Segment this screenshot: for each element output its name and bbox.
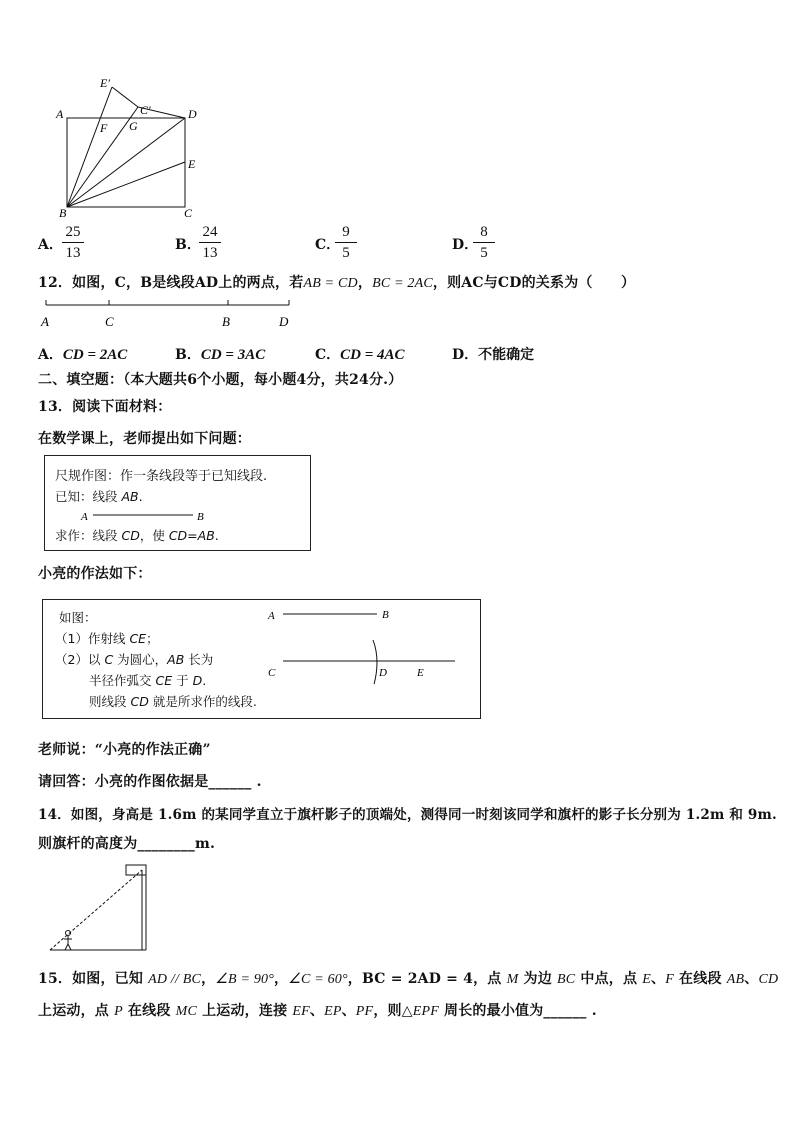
option-text: CD = 4AC: [340, 347, 405, 363]
text: 、: [744, 971, 759, 987]
segment-BE: [67, 162, 185, 207]
fraction-denominator: 5: [342, 245, 350, 261]
option-text: 不能确定: [478, 347, 535, 363]
label-A: A: [41, 314, 49, 329]
q13-intro: 在数学课上，老师提出如下问题：: [38, 431, 251, 447]
text: 在线段: [122, 1003, 176, 1019]
text: 已知：线段: [55, 489, 122, 504]
label-E: E: [188, 157, 196, 171]
q11-option-a-fraction: [62, 223, 84, 262]
fraction-numerator: 24: [202, 224, 218, 240]
fraction-denominator: 13: [65, 245, 81, 261]
box2-line1: 如图：: [59, 610, 97, 625]
math: CE: [129, 631, 147, 646]
q13-title: 13．阅读下面材料：: [38, 399, 172, 415]
q12-option-a[interactable]: [38, 344, 127, 364]
fraction-denominator: 5: [480, 245, 488, 261]
text: 为圆心，: [113, 652, 168, 667]
top-rectangle-figure: [50, 70, 210, 225]
q11-option-d-fraction: [473, 223, 495, 262]
label-C-prime: C′: [140, 103, 151, 117]
person-leg-right: [68, 944, 71, 950]
text: ，BC = 2AD = 4，点: [347, 971, 507, 987]
text: 就是所求作的线段.: [148, 694, 257, 709]
label-B: B: [382, 609, 389, 621]
box2-construction-figure: [265, 604, 475, 684]
q12-separator: ，: [357, 275, 373, 291]
label-D: D: [379, 667, 387, 679]
label-B: B: [59, 206, 67, 220]
q12-segment-figure: [38, 296, 298, 332]
q14-line1: 14．如图，身高是 1.6m 的某同学直立于旗杆影子的顶端处，测得同一时刻该同学和旗杆的影子长分别为 1.2m 和 9m.: [38, 807, 777, 823]
box1-segment-AB: [79, 505, 209, 525]
text: ，: [274, 971, 289, 987]
label-C: C: [184, 206, 193, 220]
option-text: CD = 3AC: [200, 347, 266, 363]
text: 上运动，点: [38, 1003, 115, 1019]
math: EP: [324, 1004, 342, 1019]
math: CD=AB: [168, 528, 215, 543]
text: 半径作弧交: [89, 673, 156, 688]
math: EF: [292, 1004, 310, 1019]
box2-line3: [55, 650, 213, 668]
option-letter: B．: [175, 347, 201, 363]
text: .: [214, 528, 219, 543]
math: MC: [175, 1004, 197, 1019]
text: （2）以: [55, 652, 105, 667]
box2-line5: [89, 692, 257, 710]
q12-option-d[interactable]: [452, 344, 534, 364]
q14-line2: 则旗杆的高度为________m.: [38, 836, 216, 852]
section-2-heading: 二、填空题：（本大题共6个小题，每小题4分，共24分.）: [38, 372, 403, 388]
text: 在线段: [673, 971, 727, 987]
box2-line2: [55, 629, 159, 647]
label-E: E: [417, 667, 424, 679]
q11-option-a-letter[interactable]: A．: [38, 237, 63, 253]
box2-line4: [89, 671, 206, 689]
q13-question: 请回答：小亮的作图依据是______ .: [38, 774, 262, 790]
text: 、: [309, 1003, 325, 1019]
q13-teacher-remark: 老师说：“小亮的作法正确”: [38, 742, 211, 758]
fraction-numerator: 8: [480, 224, 488, 240]
label-C: C: [105, 314, 114, 329]
text: .: [138, 489, 143, 504]
text: （1）作射线: [55, 631, 130, 646]
math: E: [642, 972, 652, 987]
text: 求作：线段: [55, 528, 122, 543]
math: CD: [758, 972, 779, 987]
arc-D: [373, 640, 377, 684]
q12-suffix: ，则AC与CD的关系为（ ）: [432, 275, 636, 291]
fraction-numerator: 9: [342, 224, 350, 240]
person-leg-left: [65, 944, 68, 950]
math: CD: [130, 694, 149, 709]
math: D: [192, 673, 203, 688]
label-F: F: [100, 121, 108, 135]
q14-flagpole-figure: [46, 856, 156, 956]
text: 于: [172, 673, 193, 688]
text: 为边: [518, 971, 557, 987]
text: ，则△: [373, 1003, 413, 1019]
text: 周长的最小值为______ .: [438, 1003, 597, 1019]
text: .: [202, 673, 207, 688]
option-letter: C．: [315, 347, 341, 363]
math: AD // BC: [148, 972, 202, 987]
label-A: A: [268, 610, 275, 622]
q15-line1: [38, 968, 778, 988]
math: AB: [167, 652, 185, 667]
q15-line2: [38, 1000, 597, 1020]
math: PF: [355, 1004, 374, 1019]
segment-E-prime-C-prime: [112, 87, 138, 107]
q12-option-b[interactable]: [175, 344, 265, 364]
text: 则线段: [89, 694, 131, 709]
math: BC: [557, 972, 576, 987]
text: ；: [146, 631, 159, 646]
q13-method-box: [42, 599, 481, 719]
text: 、: [341, 1003, 356, 1019]
label-B: B: [197, 511, 204, 523]
text: ，: [201, 971, 216, 987]
q13-xiaoliang-intro: 小亮的作法如下：: [38, 566, 152, 582]
segment-BE-prime: [67, 87, 112, 207]
option-letter: D．: [452, 347, 479, 363]
math: ∠B = 90°: [215, 972, 275, 987]
fraction-denominator: 13: [202, 245, 218, 261]
math: AB: [121, 489, 139, 504]
text: 、: [651, 971, 666, 987]
q11-option-c-fraction: [335, 223, 357, 262]
box1-line3: [55, 526, 219, 544]
q13-problem-box: [44, 455, 311, 551]
sun-ray: [50, 870, 142, 950]
label-E-prime: E′: [100, 76, 110, 90]
label-A: A: [81, 511, 88, 523]
label-B: B: [222, 314, 230, 329]
box1-line1: 尺规作图：作一条线段等于已知线段.: [55, 469, 268, 484]
flag: [126, 865, 146, 875]
q11-option-b-fraction: [199, 223, 221, 262]
q12-condition-2: BC = 2AC: [372, 276, 433, 291]
label-G: G: [129, 119, 138, 133]
text: 中点，点: [575, 971, 643, 987]
label-D: D: [188, 107, 197, 121]
text: 长为: [184, 652, 214, 667]
math: CD: [121, 528, 140, 543]
math: F: [665, 972, 674, 987]
option-letter: A．: [38, 347, 63, 363]
q12-option-c[interactable]: [315, 344, 405, 364]
q12-stem: [38, 272, 635, 292]
segment-BD: [67, 118, 185, 207]
math: C: [104, 652, 114, 667]
q11-option-c-letter[interactable]: C．: [315, 237, 341, 253]
math: CE: [155, 673, 173, 688]
math: M: [506, 972, 519, 987]
math: AB: [726, 972, 745, 987]
q12-prefix: 12．如图，C，B是线段AD上的两点，若: [38, 275, 304, 291]
math: P: [114, 1004, 123, 1019]
label-A: A: [56, 107, 64, 121]
math: EPF: [412, 1004, 439, 1019]
text: 上运动，连接: [197, 1003, 293, 1019]
label-C: C: [268, 667, 276, 679]
text: 15．如图，已知: [38, 971, 149, 987]
text: ，使: [139, 528, 169, 543]
fraction-numerator: 25: [65, 224, 81, 240]
q11-option-d-letter[interactable]: D．: [452, 237, 479, 253]
q11-option-b-letter[interactable]: B．: [175, 237, 201, 253]
q12-condition-1: AB = CD: [303, 276, 358, 291]
math: ∠C = 60°: [288, 972, 348, 987]
box1-line2: [55, 487, 143, 505]
option-text: CD = 2AC: [62, 347, 128, 363]
label-D: D: [279, 314, 289, 329]
